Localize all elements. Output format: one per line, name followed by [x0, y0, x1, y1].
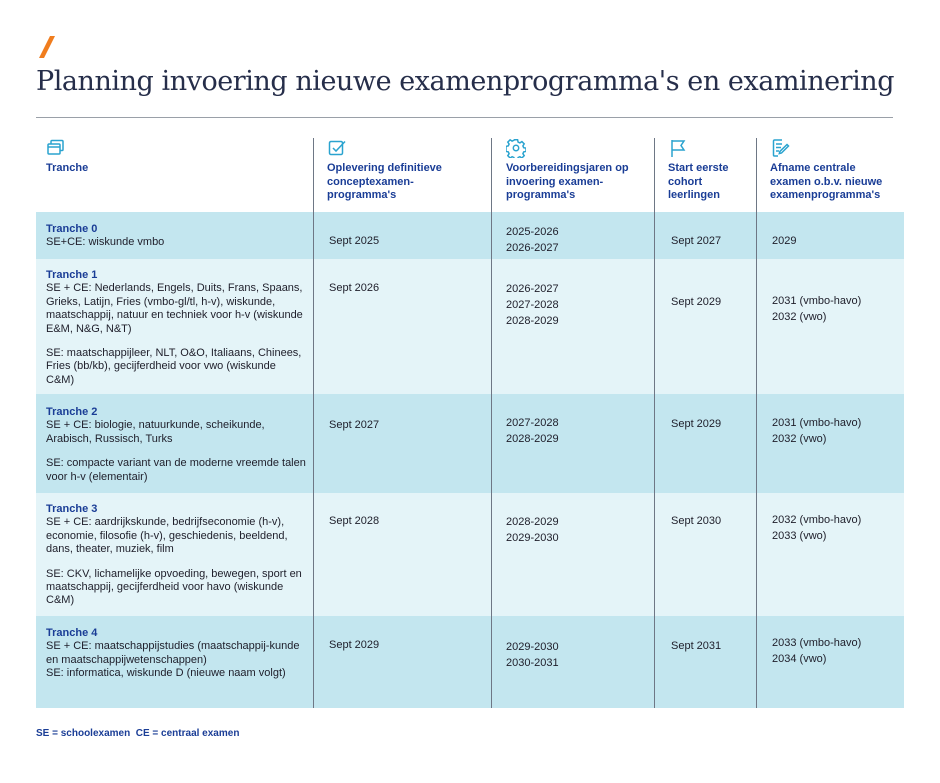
tranche-subjects: SE + CE: biologie, natuurkunde, scheikunde, Arabisch, Russisch, Turks [46, 419, 265, 445]
exam-cell [772, 512, 861, 544]
prep-year: 2025-2026 [506, 226, 559, 238]
header-prep-years [506, 138, 641, 203]
exam-year: 2034 (vwo) [772, 653, 827, 665]
exam-year: 2032 (vwo) [772, 433, 827, 445]
prep-year: 2027-2028 [506, 299, 559, 311]
footnote: SE = schoolexamen CE = centraal examen [36, 728, 240, 739]
prep-year: 2029-2030 [506, 532, 559, 544]
exam-year: 2031 (vmbo-havo) [772, 295, 862, 307]
prep-years-cell [506, 639, 559, 671]
prep-year: 2027-2028 [506, 417, 559, 429]
tranche-cell [46, 269, 306, 387]
exam-year: 2033 (vmbo-havo) [772, 637, 862, 649]
accent-slash [39, 36, 55, 58]
prep-year: 2028-2029 [506, 315, 559, 327]
tranche-subjects: SE + CE: maatschappijstudies (maatschappij-kunde en maatschappijwetenschappen) [46, 640, 300, 666]
start-cell: Sept 2029 [671, 296, 722, 308]
flag-icon [668, 138, 688, 158]
header-label: Afname centrale examen o.b.v. nieuwe examenprogramma's [770, 162, 883, 201]
column-divider [491, 138, 492, 708]
prep-years-cell [506, 224, 559, 256]
header-label: Oplevering definitieve conceptexamen-programma's [327, 162, 442, 201]
start-cell: Sept 2029 [671, 418, 722, 430]
exam-year: 2031 (vmbo-havo) [772, 417, 862, 429]
prep-years-cell [506, 514, 559, 546]
header-label: Voorbereidingsjaren op invoering examen-programma's [506, 162, 629, 201]
title-divider [36, 117, 893, 118]
prep-year: 2026-2027 [506, 283, 559, 295]
header-label: Tranche [46, 162, 89, 174]
delivery-cell: Sept 2025 [329, 235, 380, 247]
tranche-name: Tranche 3 [46, 503, 98, 515]
documents-icon [46, 138, 66, 158]
tranche-name: Tranche 1 [46, 269, 98, 281]
tranche-cell [46, 406, 306, 484]
tranche-cell [46, 503, 306, 608]
delivery-cell: Sept 2028 [329, 515, 380, 527]
header-tranche [46, 138, 296, 176]
tranche-subjects: SE + CE: Nederlands, Engels, Duits, Frans, Spaans, Grieks, Latijn, Fries (vmbo-gl/tl, h-v), wiskunde, maatschappij, natuur en techniek voor h-v (wiskunde E&M, N&G, N&T) [46, 282, 303, 335]
header-exam [770, 138, 898, 203]
prep-year: 2029-2030 [506, 641, 559, 653]
header-delivery [327, 138, 482, 203]
delivery-cell: Sept 2026 [329, 282, 380, 294]
tranche-subjects: SE: CKV, lichamelijke opvoeding, bewegen, sport en maatschappij, gecijferdheid voor havo (wiskunde C&M) [46, 567, 302, 607]
exam-year: 2033 (vwo) [772, 530, 827, 542]
column-divider [313, 138, 314, 708]
column-divider [756, 138, 757, 708]
column-divider [654, 138, 655, 708]
checkbox-icon [327, 138, 347, 158]
start-cell: Sept 2027 [671, 235, 722, 247]
exam-cell [772, 635, 861, 667]
tranche-subjects: SE: compacte variant van de moderne vreemde talen voor h-v (elementair) [46, 457, 306, 483]
delivery-cell: Sept 2029 [329, 639, 380, 651]
exam-year: 2032 (vmbo-havo) [772, 514, 862, 526]
planning-table [36, 138, 904, 708]
exam-cell [772, 233, 796, 249]
prep-year: 2026-2027 [506, 242, 559, 254]
exam-year: 2029 [772, 235, 797, 247]
header-start [668, 138, 748, 203]
tranche-name: Tranche 2 [46, 406, 98, 418]
page-title: Planning invoering nieuwe examenprogramma's en examinering [36, 66, 895, 97]
exam-cell [772, 415, 861, 447]
prep-year: 2028-2029 [506, 516, 559, 528]
prep-year: 2028-2029 [506, 433, 559, 445]
header-label: Start eerste cohort leerlingen [668, 162, 729, 201]
prep-years-cell [506, 281, 559, 329]
table-header [36, 138, 904, 212]
tranche-subjects: SE: informatica, wiskunde D (nieuwe naam volgt) [46, 667, 286, 680]
prep-years-cell [506, 415, 559, 447]
tranche-name: Tranche 0 [46, 223, 98, 235]
tranche-name: Tranche 4 [46, 627, 98, 639]
tranche-cell [46, 627, 306, 681]
start-cell: Sept 2031 [671, 640, 722, 652]
exam-year: 2032 (vwo) [772, 311, 827, 323]
tranche-subjects: SE + CE: aardrijkskunde, bedrijfseconomie (h-v), economie, filosofie (h-v), geschiedenis, beeldend, dans, theater, muziek, film [46, 516, 288, 556]
tranche-cell [46, 223, 306, 250]
edit-document-icon [770, 138, 790, 158]
prep-year: 2030-2031 [506, 657, 559, 669]
tranche-subjects: SE: maatschappijleer, NLT, O&O, Italiaans, Chinees, Fries (bb/kb), gecijferdheid voor vwo (wiskunde C&M) [46, 347, 302, 386]
start-cell: Sept 2030 [671, 515, 722, 527]
gear-icon [506, 138, 526, 158]
delivery-cell: Sept 2027 [329, 419, 380, 431]
tranche-subjects: SE+CE: wiskunde vmbo [46, 236, 165, 249]
exam-cell [772, 293, 861, 325]
